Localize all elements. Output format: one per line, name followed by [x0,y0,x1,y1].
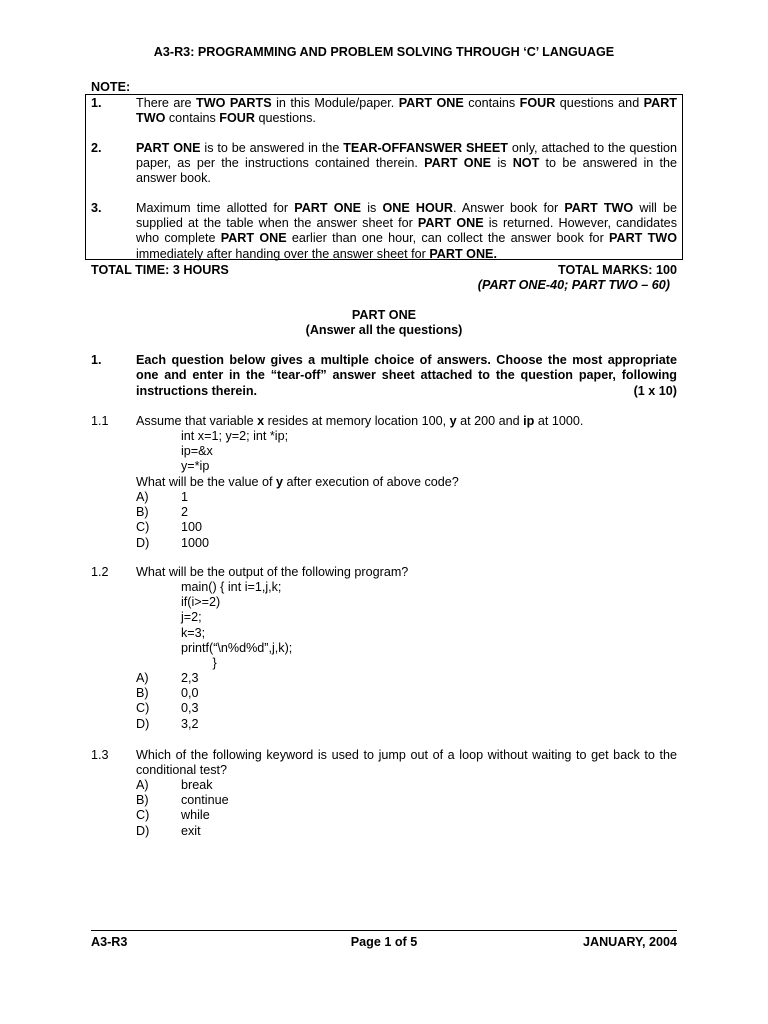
text-segment: to be answered in the answer book. [136,156,678,186]
text-segment: PART ONE [294,201,362,215]
footer-date: JANUARY, 2004 [582,935,677,949]
text-segment: x [257,414,265,428]
text-segment: in this Module/paper. [271,96,399,110]
option-letter: A) [136,490,149,504]
text-segment: at 1000. [534,414,584,428]
text-segment: immediately after handing over the answer sheet for [136,246,430,261]
option-letter: C) [136,701,150,716]
text-segment: PART TWO [136,96,678,126]
text-segment: NOT [512,156,540,171]
text-segment: earlier than one hour, can collect the answer book for [286,231,610,246]
option-value: 2 [181,505,189,520]
question-number: 1.2 [91,565,109,579]
text-segment: FOUR [219,111,255,126]
text-segment: ONE HOUR [382,201,453,215]
option-letter: B) [136,793,149,808]
instructions-text: Each question below gives a multiple choice of answers. Choose the most appropriate one and enter in the “tear-off” answer sheet attached to the question paper, following instructions therein. [136,353,677,398]
option-letter: D) [136,716,150,731]
option-letter: A) [136,778,149,792]
code-line: ip=&x [181,444,213,459]
option-value: continue [181,793,229,808]
part-title: PART ONE [351,308,417,322]
text-segment: questions. [254,111,316,126]
text-segment: PART ONE [220,231,287,246]
text-segment: PART TWO [564,201,634,215]
note-number: 3. [91,201,102,215]
text-segment: PART TWO [609,231,677,246]
code-block [181,580,292,671]
code-line: } [181,655,217,670]
note-text [136,96,677,126]
text-segment: questions and [555,96,644,110]
note-item-1 [91,96,677,126]
question-number: 1.1 [91,414,109,428]
text-segment: will be supplied at the table when the answer sheet for [136,201,678,231]
text-segment: Which of the following keyword is used to jump out of a loop without waiting to get back to the conditional test? [136,748,677,778]
text-segment: PART ONE [417,216,484,231]
total-marks: TOTAL MARKS: 100 [558,263,677,277]
note-label: NOTE: [91,80,131,94]
question-instructions [136,353,677,399]
text-segment: only, attached to the question paper, as per the instructions contained therein. [136,141,678,171]
option-letter: B) [136,505,149,520]
option-value: 100 [181,520,203,535]
text-segment: What will be the output of the following program? [136,565,409,579]
text-segment: FOUR [519,96,556,110]
code-line: main() { int i=1,j,k; [181,580,282,594]
text-segment: Maximum time allotted for [136,201,295,215]
text-segment: contains [463,96,520,110]
code-block [181,429,288,475]
paper-title: A3-R3: PROGRAMMING AND PROBLEM SOLVING THROUGH ‘C’ LANGUAGE [153,45,615,59]
option-letter: C) [136,520,150,535]
note-item-2 [91,141,677,187]
text-segment: after execution of above code? [283,475,459,489]
question-marks: (1 x 10) [633,383,677,398]
text-segment: There are [136,96,197,110]
code-line: j=2; [181,610,202,625]
code-line: k=3; [181,625,206,640]
option-value: 1000 [181,535,210,550]
text-segment: PART ONE [136,141,201,155]
option-value: 2,3 [181,671,199,685]
option-value: 1 [181,490,189,504]
option-value: 0,3 [181,701,199,716]
note-number: 1. [91,96,102,110]
text-segment: Assume that variable [136,414,258,428]
text-segment: contains [165,111,220,126]
option-value: break [181,778,213,792]
option-letter: D) [136,535,150,550]
question-text [136,414,677,429]
question-followup [136,475,677,490]
text-segment: PART ONE. [429,246,497,261]
text-segment: What will be the value of [136,475,277,489]
text-segment: y [449,414,457,428]
code-line: if(i>=2) [181,595,221,610]
text-segment: ip [523,414,535,428]
code-line: int x=1; y=2; int *ip; [181,429,289,443]
note-number: 2. [91,141,102,155]
marks-split: (PART ONE-40; PART TWO – 60) [477,278,670,292]
total-time: TOTAL TIME: 3 HOURS [91,263,229,277]
text-segment: TEAR-OFFANSWER SHEET [343,141,509,155]
code-line: y=*ip [181,459,210,474]
option-letter: A) [136,671,149,685]
page-number: Page 1 of 5 [350,935,418,949]
question-number: 1. [91,353,102,367]
footer-divider [91,930,677,931]
note-text [136,201,677,262]
code-line: printf(“\n%d%d”,j,k); [181,640,293,655]
note-item-3 [91,201,677,262]
footer-code: A3-R3 [91,935,128,949]
option-value: while [181,808,210,823]
text-segment: y [276,475,284,489]
text-segment: TWO PARTS [196,96,272,110]
text-segment: resides at memory location 100, [264,414,450,428]
text-segment: PART ONE [398,96,464,110]
text-segment: PART ONE [424,156,492,171]
option-letter: B) [136,686,149,701]
option-value: 3,2 [181,716,199,731]
option-value: exit [181,823,201,838]
question-number: 1.3 [91,748,109,762]
question-text [136,565,677,580]
text-segment: . Answer book for [452,201,565,215]
text-segment: is [491,156,513,171]
text-segment: is returned. However, candidates who complete [136,216,677,246]
option-letter: C) [136,808,150,823]
text-segment: is to be answered in the [200,141,344,155]
part-subtitle: (Answer all the questions) [305,323,463,337]
option-letter: D) [136,823,150,838]
text-segment: is [361,201,383,215]
option-value: 0,0 [181,686,199,701]
text-segment: at 200 and [456,414,524,428]
question-text [136,748,677,778]
note-text [136,141,677,187]
